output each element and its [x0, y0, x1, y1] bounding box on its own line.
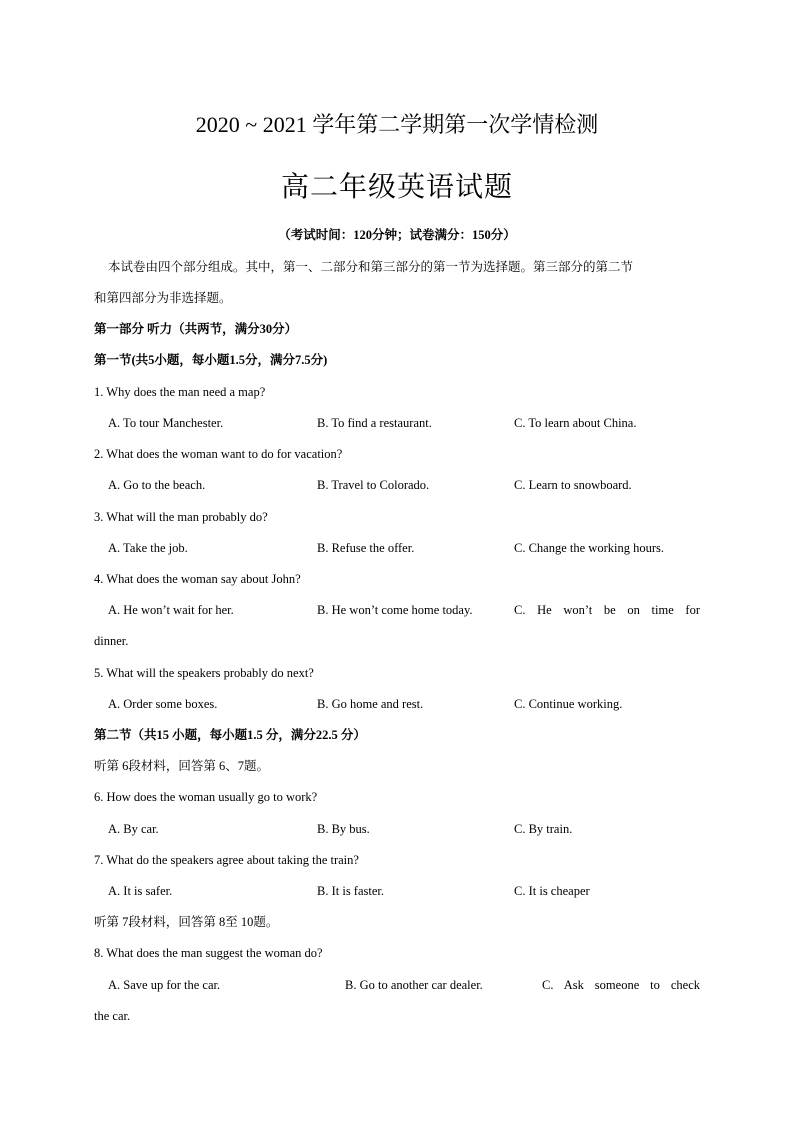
question-3-option-a: A. Take the job. [108, 541, 188, 555]
question-8-stem: 8. What does the man suggest the woman do? [94, 946, 323, 960]
question-2-option-c: C. Learn to snowboard. [514, 478, 632, 492]
section1-heading: 第一节(共5小题，每小题1.5分，满分7.5分) [94, 353, 328, 367]
question-5-option-c: C. Continue working. [514, 697, 623, 711]
question-6-stem: 6. How does the woman usually go to work? [94, 790, 318, 804]
exam-title: 2020 ~ 2021 学年第二学期第一次学情检测 [195, 112, 599, 137]
question-4-option-b: B. He won’t come home today. [317, 603, 473, 617]
question-1-option-c: C. To learn about China. [514, 416, 637, 430]
question-6-option-a: A. By car. [108, 822, 159, 836]
question-2-stem: 2. What does the woman want to do for vacation? [94, 447, 343, 461]
question-6-option-b: B. By bus. [317, 822, 370, 836]
question-8-option-a: A. Save up for the car. [108, 978, 221, 992]
section2-heading: 第二节（共15 小题，每小题1.5 分，满分22.5 分） [94, 728, 366, 742]
part1-heading: 第一部分 听力（共两节，满分30分） [94, 322, 298, 336]
exam-subtitle: 高二年级英语试题 [280, 172, 513, 203]
question-2-option-a: A. Go to the beach. [108, 478, 206, 492]
question-7-stem: 7. What do the speakers agree about taking the train? [94, 853, 359, 867]
question-3-option-b: B. Refuse the offer. [317, 541, 415, 555]
question-1-stem: 1. Why does the man need a map? [94, 385, 266, 399]
question-5-option-b: B. Go home and rest. [317, 697, 424, 711]
question-3-option-c: C. Change the working hours. [514, 541, 664, 555]
question-4-option-c-continued: dinner. [94, 634, 129, 648]
material-6-instruction: 听第 6段材料，回答第 6、7题。 [94, 759, 270, 773]
question-8-option-c: C. Ask someone to check [542, 978, 700, 992]
question-5-option-a: A. Order some boxes. [108, 697, 218, 711]
question-1-option-b: B. To find a restaurant. [317, 416, 432, 430]
question-6-option-c: C. By train. [514, 822, 573, 836]
intro-line-2: 和第四部分为非选择题。 [94, 291, 232, 305]
question-5-stem: 5. What will the speakers probably do next? [94, 666, 314, 680]
question-7-option-a: A. It is safer. [108, 884, 173, 898]
question-8-option-c-continued: the car. [94, 1009, 131, 1023]
exam-time-note: （考试时间：120分钟；试卷满分：150分） [278, 228, 516, 242]
question-7-option-b: B. It is faster. [317, 884, 385, 898]
question-4-option-a: A. He won’t wait for her. [108, 603, 234, 617]
question-4-stem: 4. What does the woman say about John? [94, 572, 301, 586]
question-1-option-a: A. To tour Manchester. [108, 416, 224, 430]
question-3-stem: 3. What will the man probably do? [94, 510, 268, 524]
intro-line-1: 本试卷由四个部分组成。其中，第一、二部分和第三部分的第一节为选择题。第三部分的第二节 [108, 260, 634, 274]
question-2-option-b: B. Travel to Colorado. [317, 478, 430, 492]
question-7-option-c: C. It is cheaper [514, 884, 590, 898]
question-4-option-c: C. He won’t be on time for [514, 603, 700, 617]
question-8-option-b: B. Go to another car dealer. [345, 978, 483, 992]
material-7-instruction: 听第 7段材料，回答第 8至 10题。 [94, 915, 279, 929]
